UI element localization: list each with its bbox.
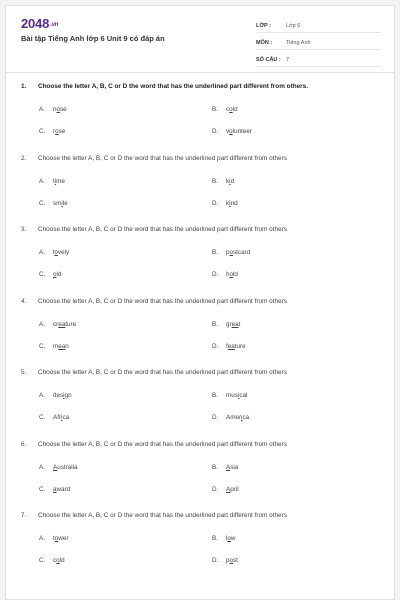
option-letter: A. [39,249,45,256]
answer-option[interactable] [39,128,65,135]
option-letter: D. [212,414,219,421]
logo-suffix: .vn [50,21,59,28]
question-text: Choose the letter A, B, C or D the word that has the underlined part different from others [38,297,287,305]
option-word [53,535,68,542]
meta-value: Lớp 6 [286,23,301,29]
underlined-part: o [54,249,58,256]
option-letter: D. [212,128,219,135]
word-part: le [62,199,68,207]
option-word [53,271,61,278]
option-word [226,128,252,135]
word-part: ca [242,414,250,421]
option-letter: C. [39,199,46,207]
answer-option[interactable] [212,392,247,399]
option-word [226,464,238,471]
word-part: ward [56,485,71,493]
question-item [6,155,394,227]
question-item [6,83,394,155]
word-part: cal [239,392,248,399]
option-letter: B. [212,106,218,113]
underlined-part: o [56,106,61,113]
option-letter: D. [212,557,219,564]
answer-option[interactable] [39,200,68,207]
question-prompt [21,369,287,376]
question-prompt [21,441,287,448]
option-letter: C. [39,271,46,278]
worksheet-page [5,5,395,600]
question-prompt [21,155,287,162]
word-part: v [226,128,230,135]
option-word [226,392,247,399]
word-part: lunteer [232,128,252,135]
option-word [53,128,65,135]
answer-option[interactable] [39,249,69,256]
option-letter: A. [39,106,45,113]
option-letter: B. [212,249,218,256]
meta-label: SỐ CÂU : [256,57,281,63]
word-part: ustralia [57,463,78,471]
option-letter: B. [212,320,218,328]
option-word [53,414,69,421]
word-part: p [226,557,230,564]
answer-option[interactable] [39,343,69,350]
word-part: ture [234,342,246,350]
answer-option[interactable] [212,343,246,350]
answer-option[interactable] [212,557,238,564]
underlined-part: A [226,463,231,471]
underlined-part: i [61,199,63,207]
meta-row-subject [256,33,381,50]
question-number: 6. [21,440,27,448]
underlined-part: i [61,414,63,421]
option-word [53,343,69,350]
question-prompt [21,226,287,233]
option-word [226,106,238,113]
underlined-part: o [56,557,60,564]
word-part: se [60,106,67,113]
option-letter: A. [39,177,45,185]
answer-option[interactable] [212,271,238,278]
question-text: Choose the letter A, B, C or D the word that has the underlined part different from others [38,369,287,376]
answer-option[interactable] [212,414,249,421]
word-part: ld [56,271,62,278]
option-word [226,414,249,421]
logo-text: 2048 [21,16,50,31]
question-prompt [21,298,287,305]
option-word [53,392,72,399]
word-part: p [226,249,230,256]
answer-option[interactable] [212,535,235,542]
question-list [6,83,394,584]
word-part: wer [58,535,69,542]
underlined-part: o [54,535,59,542]
meta-row-class [256,16,381,33]
meta-row-question-count [256,50,381,67]
word-part: pril [230,485,239,493]
underlined-part: ea [58,342,66,350]
answer-option[interactable] [39,321,76,328]
option-word [226,343,246,350]
option-letter: D. [212,199,219,207]
word-part: c [226,106,230,113]
option-word [226,535,235,542]
option-letter: C. [39,557,46,564]
question-item [6,226,394,298]
underlined-part: i [54,177,57,185]
header-divider [6,72,394,73]
word-part: n [65,342,69,350]
option-word [226,178,234,185]
question-prompt [21,83,308,90]
word-part: gr [226,320,232,328]
underlined-part: o [229,249,234,256]
underlined-part: i [237,392,240,399]
option-letter: B. [212,392,218,399]
option-letter: D. [212,342,219,350]
option-letter: D. [212,485,219,493]
underlined-part: ea [231,320,239,328]
answer-option[interactable] [39,414,69,421]
word-part: Amer [226,414,242,421]
answer-option[interactable] [212,464,238,471]
underlined-part: o [55,128,59,135]
word-part: n [53,106,57,113]
underlined-part: A [53,463,58,471]
word-part: w [230,535,236,542]
option-word [53,178,65,185]
answer-option[interactable] [39,106,67,113]
question-item [6,369,394,441]
word-part: se [58,128,66,135]
option-letter: C. [39,414,46,421]
option-letter: B. [212,535,218,542]
word-part: r [53,128,56,135]
underlined-part: a [53,485,57,493]
meta-value: Tiếng Anh [286,40,311,46]
answer-option[interactable] [212,249,250,256]
answer-option[interactable] [212,178,234,185]
answer-option[interactable] [39,557,65,564]
underlined-part: i [241,414,243,421]
underlined-part: o [53,271,57,278]
site-logo[interactable] [21,16,58,31]
option-word [53,557,65,564]
underlined-part: i [63,392,65,399]
word-part: h [226,271,230,278]
question-text: Choose the letter A, B, C or D the word that has the underlined part different from others [38,154,287,162]
word-part: l [226,535,228,542]
underlined-part: A [226,485,231,493]
answer-option[interactable] [39,392,72,399]
word-part: des [53,392,64,399]
word-part: t [53,535,55,542]
option-word [226,249,250,256]
option-letter: A. [39,463,45,471]
word-part: ld [232,106,238,113]
question-prompt [21,512,287,519]
word-part: nd [230,199,238,207]
word-part: ture [65,320,77,328]
question-number: 3. [21,226,27,233]
meta-value: 7 [286,57,290,63]
question-text: Choose the letter A, B, C or D the word that has the underlined part different from others [38,512,287,519]
meta-label: LỚP : [256,23,271,29]
word-part: Afr [53,414,62,421]
answer-option[interactable] [39,178,65,185]
word-part: st [233,557,238,564]
word-part: vely [57,249,70,256]
underlined-part: o [229,106,233,113]
word-part: sm [53,199,62,207]
answer-option[interactable] [212,200,238,207]
word-part: f [226,342,228,350]
word-part: ld [233,271,238,278]
answer-option[interactable] [39,271,61,278]
answer-option[interactable] [212,321,240,328]
option-letter: A. [39,320,45,328]
word-part: t [53,177,55,185]
word-part: ld [59,557,65,564]
question-number: 2. [21,154,27,162]
underlined-part: ea [227,342,235,350]
underlined-part: i [229,199,231,207]
option-letter: B. [212,463,218,471]
word-part: t [238,320,241,328]
word-part: me [56,177,65,185]
meta-label: MÔN : [256,40,273,46]
option-letter: A. [39,535,45,542]
word-part: l [53,249,55,256]
option-word [53,464,78,471]
question-item [6,512,394,584]
word-part: sia [230,463,239,471]
option-letter: D. [212,271,219,278]
answer-option[interactable] [39,535,68,542]
answer-option[interactable] [212,486,239,493]
option-word [226,557,238,564]
option-letter: C. [39,128,46,135]
worksheet-title: Bài tập Tiếng Anh lớp 6 Unit 9 có đáp án [21,34,165,43]
option-word [226,486,239,493]
option-word [53,321,76,328]
question-number: 7. [21,512,27,519]
question-text: Choose the letter A, B, C or D the word that has the underlined part different from others [38,226,287,233]
option-letter: C. [39,342,46,350]
answer-option[interactable] [212,106,238,113]
option-word [53,200,68,207]
question-number: 1. [21,83,27,90]
word-part: ca [62,414,70,421]
underlined-part: i [229,177,231,185]
answer-option[interactable] [212,128,252,135]
word-part: gn [64,392,72,399]
question-number: 5. [21,369,27,376]
worksheet-meta [256,16,381,67]
word-part: mus [226,392,238,399]
word-part: cr [53,320,59,328]
word-part: c [53,557,57,564]
underlined-part: o [229,557,234,564]
word-part: k [226,199,230,207]
underlined-part: ea [58,320,66,328]
word-part: k [226,177,230,185]
question-text: Choose the letter A, B, C or D the word that has the underlined part different from others [38,440,287,448]
answer-option[interactable] [39,464,78,471]
question-item [6,441,394,513]
underlined-part: o [229,128,233,135]
option-word [53,106,67,113]
option-word [226,321,240,328]
underlined-part: o [227,535,231,542]
option-letter: A. [39,392,45,399]
option-word [53,249,69,256]
question-item [6,298,394,370]
word-part: m [53,342,59,350]
option-letter: C. [39,485,46,493]
worksheet-header [6,6,394,66]
option-letter: B. [212,177,218,185]
option-word [226,271,238,278]
word-part: stcard [233,249,251,256]
option-word [53,486,70,493]
underlined-part: o [229,271,234,278]
word-part: d [230,177,235,185]
question-number: 4. [21,297,27,305]
option-word [226,200,238,207]
answer-option[interactable] [39,486,70,493]
question-text: Choose the letter A, B, C or D the word that has the underlined part different from others. [38,83,308,90]
